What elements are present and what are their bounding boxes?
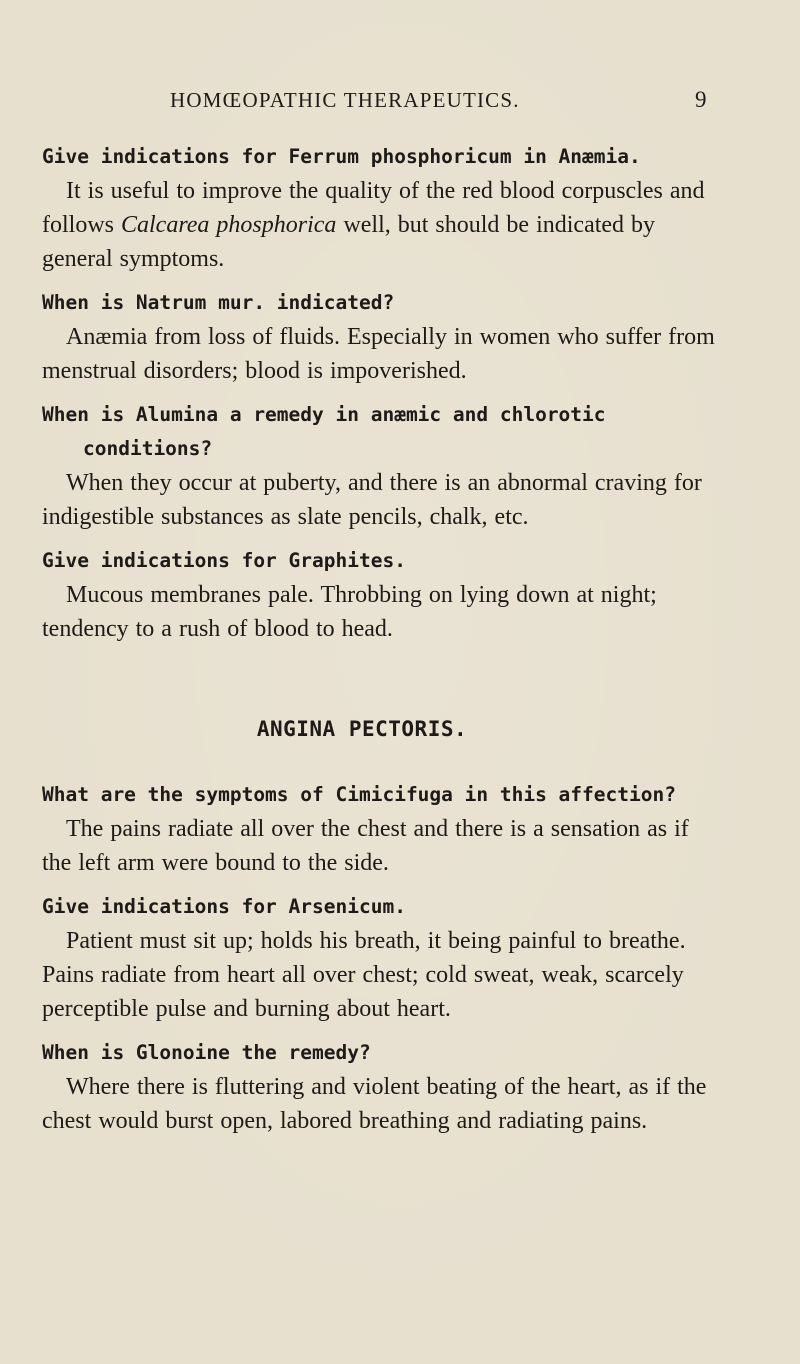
page-number: 9 bbox=[695, 87, 707, 112]
remedy-name-italic: Calcarea phosphorica bbox=[121, 212, 337, 238]
page-body bbox=[42, 140, 720, 1148]
answer-glonoine: Where there is fluttering and violent beating of the heart, as if the chest would burst open, labored breathing and radiating pains. bbox=[42, 1074, 707, 1134]
question-natrum-mur: When is Natrum mur. indicated? bbox=[42, 291, 395, 314]
answer-cimicifuga: The pains radiate all over the chest and there is a sensation as if the left arm were bound to the side. bbox=[42, 816, 689, 876]
answer-ferrum-phosphoricum bbox=[42, 174, 720, 276]
answer-arsenicum: Patient must sit up; holds his breath, it being painful to breathe. Pains radiate from heart all over chest; cold sweat, weak, scarcely perceptible pulse and burning about heart. bbox=[42, 928, 686, 1022]
page-header bbox=[0, 88, 800, 118]
question-cimicifuga: What are the symptoms of Cimicifuga in this affection? bbox=[42, 783, 676, 806]
question-glonoine: When is Glonoine the remedy? bbox=[42, 1041, 371, 1064]
answer-natrum-mur: Anæmia from loss of fluids. Especially in women who suffer from menstrual disorders; blood is impoverished. bbox=[42, 324, 715, 384]
answer-text: It is useful to improve the quality of the red blood corpuscles and follows bbox=[42, 178, 705, 238]
answer-graphites: Mucous membranes pale. Throbbing on lying down at night; tendency to a rush of blood to head. bbox=[42, 582, 657, 642]
question-alumina: When is Alumina a remedy in anæmic and chlorotic conditions? bbox=[42, 403, 606, 460]
question-arsenicum: Give indications for Arsenicum. bbox=[42, 895, 406, 918]
question-graphites: Give indications for Graphites. bbox=[42, 549, 406, 572]
section-heading-angina-pectoris: ANGINA PECTORIS. bbox=[256, 717, 468, 741]
running-head: HOMŒOPATHIC THERAPEUTICS. bbox=[170, 88, 520, 112]
answer-alumina: When they occur at puberty, and there is an abnormal craving for indigestible substances as slate pencils, chalk, etc. bbox=[42, 470, 702, 530]
answer-text: well, but should be indicated by general symptoms. bbox=[42, 212, 656, 272]
question-ferrum-phosphoricum: Give indications for Ferrum phosphoricum in Anæmia. bbox=[42, 145, 641, 168]
